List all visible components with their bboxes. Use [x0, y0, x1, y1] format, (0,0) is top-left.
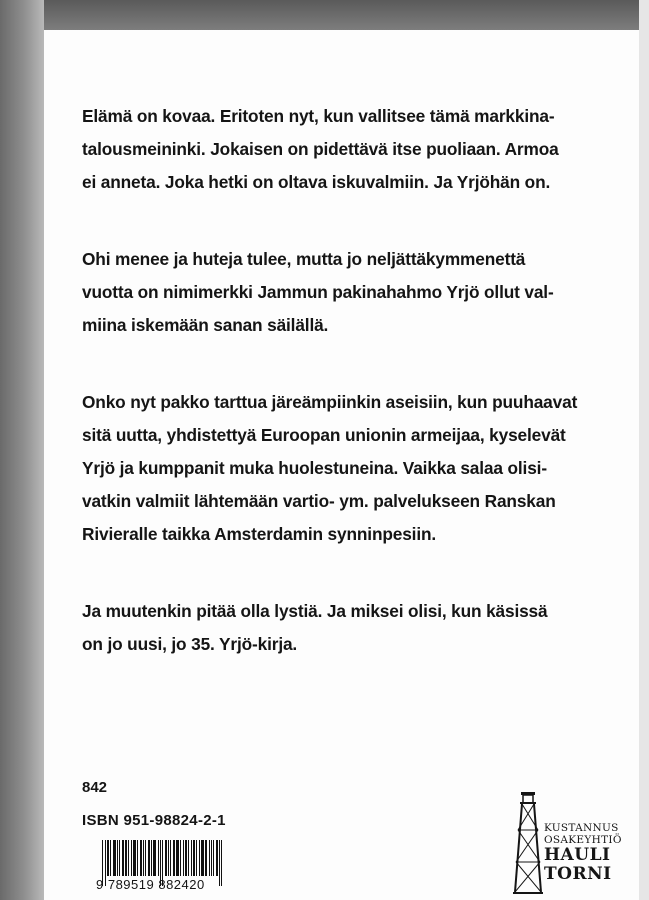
barcode-bar [151, 840, 152, 876]
text-line: ei anneta. Joka hetki on oltava iskuvalmiin. Ja Yrjöhän on. [82, 172, 551, 192]
barcode-bar [125, 840, 127, 876]
barcode-bar [176, 840, 179, 876]
publisher-name-2: TORNI [544, 864, 612, 884]
barcode-bar [191, 840, 192, 876]
barcode-bar [119, 840, 120, 876]
back-cover-page [44, 30, 639, 900]
barcode-bar [110, 840, 111, 876]
barcode-bar [173, 840, 175, 876]
text-line: Ja muutenkin pitää olla lystiä. Ja miksei olisi, kun käsissä [82, 601, 548, 621]
scan-background-left [0, 0, 44, 900]
barcode-bar [205, 840, 207, 876]
barcode-bar [183, 840, 184, 876]
publisher-line-1: KUSTANNUS [544, 822, 619, 834]
price-code: 842 [82, 779, 108, 796]
barcode-bar [168, 840, 169, 876]
text-line: vuotta on nimimerkki Jammun pakinahahmo Yrjö ollut val- [82, 282, 554, 302]
paragraph-4 [82, 595, 622, 661]
barcode-bar [143, 840, 144, 876]
barcode-bar [213, 840, 214, 876]
barcode-bar [216, 840, 218, 876]
barcode-bar [185, 840, 187, 876]
barcode-bar [180, 840, 181, 876]
publisher-logo [510, 790, 630, 894]
text-line: Yrjö ja kumppanit muka huolestuneina. Vaikka salaa olisi- [82, 458, 547, 478]
publisher-name [544, 822, 636, 884]
barcode-bar [158, 840, 159, 876]
barcode-bar [122, 840, 124, 876]
barcode-bar [170, 840, 171, 876]
barcode-bar [107, 840, 109, 876]
barcode-bar [128, 840, 129, 876]
barcode-bar [209, 840, 210, 876]
barcode-bar [199, 840, 200, 876]
barcode-bar [137, 840, 138, 876]
text-line: Onko nyt pakko tarttua järeämpiinkin aseisiin, kun puuhaavat [82, 392, 578, 412]
publisher-line-2: OSAKEYHTIÖ [544, 834, 622, 846]
text-line: talousmeininki. Jokaisen on pidettävä itse puoliaan. Armoa [82, 139, 559, 159]
paragraph-3 [82, 386, 622, 551]
paragraph-2 [82, 243, 622, 342]
publisher-name-1: HAULI [544, 845, 611, 865]
barcode-bar [193, 840, 195, 876]
barcode-bar [145, 840, 146, 876]
barcode-bar [165, 840, 167, 876]
barcode-bar [153, 840, 156, 876]
isbn-number: ISBN 951-98824-2-1 [82, 812, 226, 829]
barcode-bar [113, 840, 116, 876]
barcode-bar [188, 840, 189, 876]
scan-background-right [639, 0, 649, 900]
barcode-bar [117, 840, 118, 876]
barcode-bar [201, 840, 204, 876]
text-line: Ohi menee ja huteja tulee, mutta jo neljättäkymmenettä [82, 249, 526, 269]
blurb-text [82, 100, 622, 705]
text-line: on jo uusi, jo 35. Yrjö-kirja. [82, 634, 298, 654]
text-line: sitä uutta, yhdistettyä Euroopan unionin armeijaa, kyselevät [82, 425, 566, 445]
barcode-bar [196, 840, 197, 876]
scan-background-top [0, 0, 649, 30]
text-line: Elämä on kovaa. Eritoten nyt, kun vallitsee tämä markkina- [82, 106, 555, 126]
barcode-bar [133, 840, 136, 876]
barcode-bar [148, 840, 150, 876]
tower-icon [512, 790, 544, 894]
barcode-bar [140, 840, 142, 876]
text-line: miina iskemään sanan säilällä. [82, 315, 329, 335]
text-line: vatkin valmiit lähtemään vartio- ym. palvelukseen Ranskan [82, 491, 556, 511]
barcode-bar [131, 840, 132, 876]
text-line: Rivieralle taikka Amsterdamin synninpesiin. [82, 524, 437, 544]
barcode-digits: 9 789519 882420 [96, 877, 205, 892]
barcode-bar [211, 840, 212, 876]
paragraph-1 [82, 100, 622, 199]
